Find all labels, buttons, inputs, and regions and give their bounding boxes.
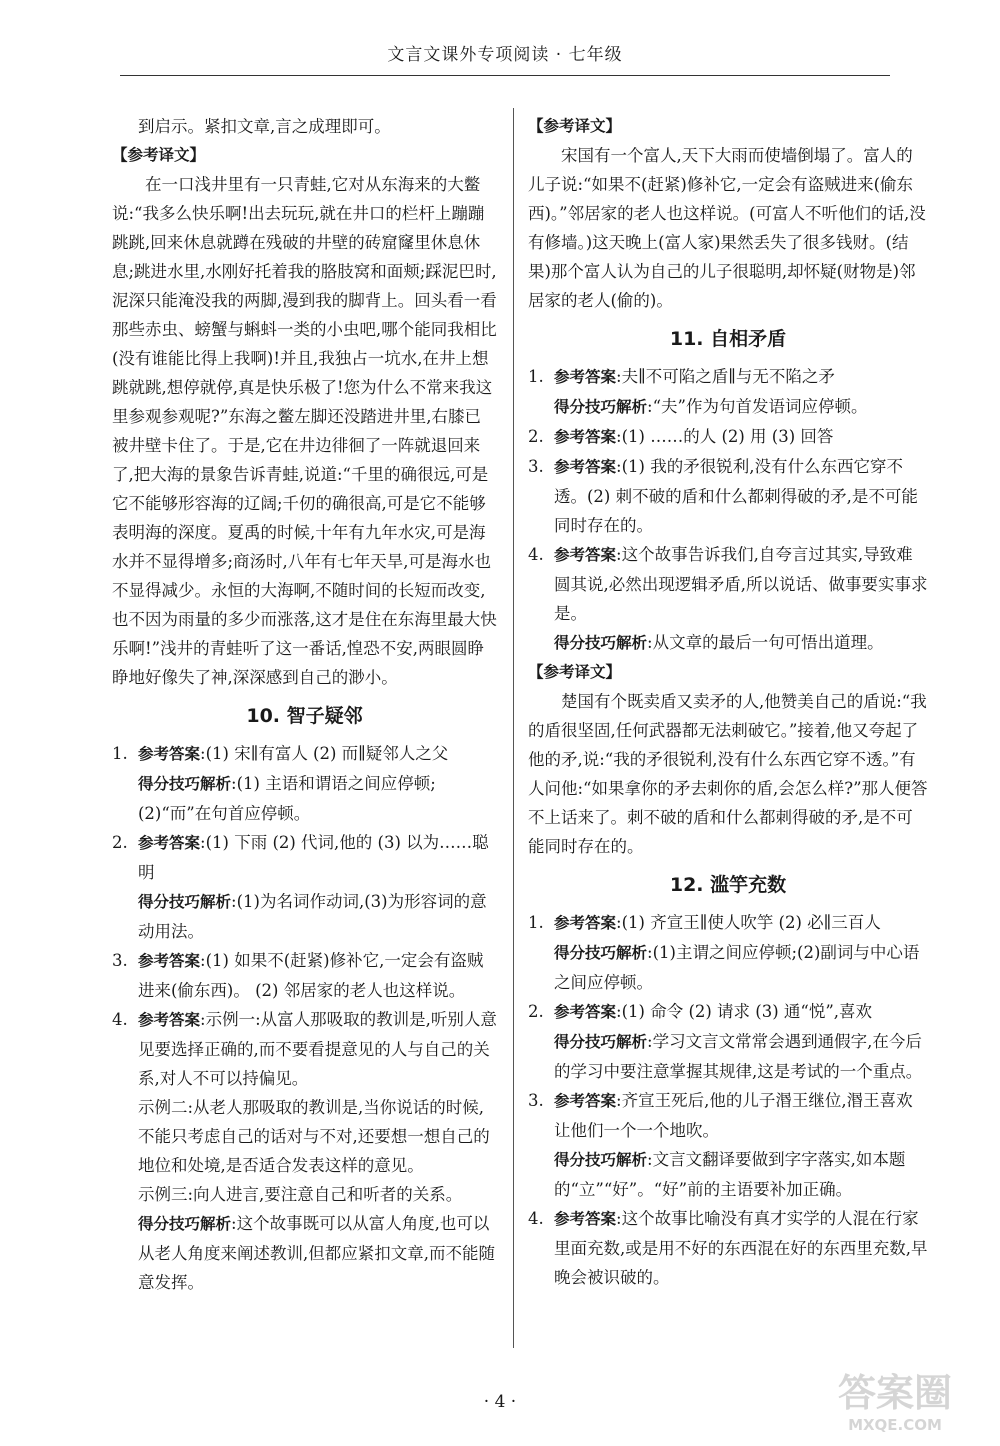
- reference-translation-tag: 【参考译文】: [528, 117, 622, 135]
- question-item: 3. 参考答案:(1) 我的矛很锐利,没有什么东西它穿不透。(2) 刺不破的盾和什么都刺得破的矛,是不可能同时存在的。: [528, 452, 928, 540]
- question-number: 1.: [528, 913, 544, 932]
- answer-text: 夫∥不可陷之盾∥与无不陷之矛: [621, 367, 835, 386]
- intro-line: 到启示。紧扣文章,言之成理即可。: [138, 117, 391, 136]
- answer-text: (1) 命令 (2) 请求 (3) 通“悦”,喜欢: [621, 1002, 873, 1021]
- answer-label: 参考答案: [554, 546, 617, 564]
- question-number: 4.: [528, 545, 544, 564]
- column-divider: [513, 108, 514, 1348]
- tip-text: “夫”作为句首发语词应停顿。: [652, 397, 868, 416]
- answer-text: (1) 宋∥有富人 (2) 而∥疑邻人之父: [205, 744, 449, 763]
- question-number: 1.: [112, 744, 128, 763]
- answer-text: (1) ……的人 (2) 用 (3) 回答: [621, 427, 834, 446]
- page-number: · 4 ·: [483, 1392, 517, 1412]
- question-item: 1. 参考答案:(1) 齐宣王∥使人吹竽 (2) 必∥三百人 得分技巧解析:(1)主谓之间应停顿;(2)副词与中心语之间应停顿。: [528, 908, 928, 997]
- reference-translation-tag: 【参考译文】: [112, 146, 206, 164]
- tip-text: (1) 主语和谓语之间应停顿;(2)“而”在句首应停顿。: [138, 774, 436, 823]
- watermark-subtext: MXQE.COM: [848, 1416, 942, 1434]
- section-title-10: 10. 智子疑邻: [246, 705, 363, 727]
- answer-label: 参考答案: [138, 952, 201, 970]
- section-title-12: 12. 滥竽充数: [669, 874, 787, 896]
- question-item: 4. 参考答案:这个故事比喻没有真才实学的人混在行家里面充数,或是用不好的东西混在好的东西里充数,早晚会被识破的。: [528, 1204, 928, 1292]
- right-column: [528, 112, 928, 1292]
- reference-translation-tag: 【参考译文】: [528, 663, 622, 681]
- question-number: 2.: [112, 833, 128, 852]
- question-item: 4. 参考答案:示例一:从富人那吸取的教训是,听别人意见要选择正确的,而不要看提意见的人与自己的关系,对人不可以持偏见。 示例二:从老人那吸取的教训是,当你说话的时候,不能只考虑自己的话对与不对,还要想一想自己的地位和处境,是否适合发表这样的意见。 示例三:向人进言,要注意自己和听者的关系。 得分技巧解析:这个故事既可以从富人角度,也可以从老人角度来阐述教训,但都应紧扣文章,而不能随意发挥。: [112, 1005, 497, 1297]
- answer-label: 参考答案: [138, 745, 201, 763]
- answer-label: 参考答案: [554, 1003, 617, 1021]
- answer-text: 这个故事告诉我们,自夸言过其实,导致难圆其说,必然出现逻辑矛盾,所以说话、做事要实事求是。: [554, 545, 928, 623]
- reference-translation-text: 在一口浅井里有一只青蛙,它对从东海来的大鳖说:“我多么快乐啊!出去玩玩,就在井口的栏杆上蹦蹦跳跳,回来休息就蹲在残破的井壁的砖窟窿里休息休息;跳进水里,水刚好托着我的胳肢窝和面颊;踩泥巴时,泥深只能淹没我的两脚,漫到我的脚背上。回头看一看那些赤虫、螃蟹与蝌蚪一类的小虫吧,哪个能同我相比(没有谁能比得上我啊)!并且,我独占一坑水,在井上想跳就跳,想停就停,真是快乐极了!您为什么不常来我这里参观参观呢?”东海之鳖左脚还没踏进井里,右膝已被井壁卡住了。于是,它在井边徘徊了一阵就退回来了,把大海的景象告诉青蛙,说道:“千里的确很远,可是它不能够形容海的辽阔;千仞的确很高,可是它不能够表明海的深度。夏禹的时候,十年有九年水灾,可是海水并不显得增多;商汤时,八年有七年天旱,可是海水也不显得减少。永恒的大海啊,不随时间的长短而改变,也不因为雨量的多少而涨落,这才是住在东海里最大快乐啊!”浅井的青蛙听了这一番话,惶恐不安,两眼圆睁睁地好像失了神,深深感到自己的渺小。: [112, 175, 497, 687]
- question-item: 1. 参考答案:(1) 宋∥有富人 (2) 而∥疑邻人之父 得分技巧解析:(1) 主语和谓语之间应停顿;(2)“而”在句首应停顿。: [112, 739, 497, 828]
- question-item: 2. 参考答案:(1) ……的人 (2) 用 (3) 回答: [528, 422, 928, 452]
- tip-text: 从文章的最后一句可悟出道理。: [652, 633, 884, 652]
- tip-text: 这个故事既可以从富人角度,也可以从老人角度来阐述教训,但都应紧扣文章,而不能随意发挥。: [138, 1214, 495, 1292]
- watermark-logo: [820, 1364, 970, 1436]
- question-number: 1.: [528, 367, 544, 386]
- question-number: 2.: [528, 1002, 544, 1021]
- tip-text: 学习文言文常常会遇到通假字,在今后的学习中要注意掌握其规律,这是考试的一个重点。: [554, 1032, 923, 1081]
- answer-text: (1) 齐宣王∥使人吹竽 (2) 必∥三百人: [621, 913, 881, 932]
- tip-label: 得分技巧解析: [138, 893, 232, 911]
- tip-text: 文言文翻译要做到字字落实,如本题的“立”“好”。“好”前的主语要补加正确。: [554, 1150, 906, 1199]
- left-column: [112, 112, 497, 1297]
- question-item: 3. 参考答案:齐宣王死后,他的儿子湣王继位,湣王喜欢让他们一个一个地吹。 得分技巧解析:文言文翻译要做到字字落实,如本题的“立”“好”。“好”前的主语要补加正确。: [528, 1086, 928, 1204]
- question-item: 2. 参考答案:(1) 命令 (2) 请求 (3) 通“悦”,喜欢 得分技巧解析:学习文言文常常会遇到通假字,在今后的学习中要注意掌握其规律,这是考试的一个重点。: [528, 997, 928, 1086]
- question-number: 3.: [528, 1091, 544, 1110]
- question-number: 4.: [528, 1209, 544, 1228]
- answer-text: 这个故事比喻没有真才实学的人混在行家里面充数,或是用不好的东西混在好的东西里充数,早晚会被识破的。: [554, 1209, 928, 1287]
- question-item: 4. 参考答案:这个故事告诉我们,自夸言过其实,导致难圆其说,必然出现逻辑矛盾,所以说话、做事要实事求是。 得分技巧解析:从文章的最后一句可悟出道理。: [528, 540, 928, 658]
- example-three: 示例三:向人进言,要注意自己和听者的关系。: [138, 1185, 463, 1204]
- answer-label: 参考答案: [554, 458, 617, 476]
- answer-label: 参考答案: [554, 1210, 617, 1228]
- tip-label: 得分技巧解析: [554, 1033, 648, 1051]
- example-two: 示例二:从老人那吸取的教训是,当你说话的时候,不能只考虑自己的话对与不对,还要想一想自己的地位和处境,是否适合发表这样的意见。: [138, 1098, 490, 1175]
- page-header: 文言文课外专项阅读 · 七年级: [387, 45, 623, 65]
- section-title-11: 11. 自相矛盾: [669, 328, 787, 350]
- answer-label: 参考答案: [554, 914, 617, 932]
- watermark-text: 答案圈: [837, 1371, 953, 1415]
- answer-text: (1) 我的矛很锐利,没有什么东西它穿不透。(2) 刺不破的盾和什么都刺得破的矛,是不可能同时存在的。: [554, 457, 918, 535]
- question-number: 2.: [528, 427, 544, 446]
- tip-text: (1)主谓之间应停顿;(2)副词与中心语之间应停顿。: [554, 943, 920, 992]
- header-rule: [120, 75, 890, 76]
- answer-label: 参考答案: [138, 1011, 201, 1029]
- reference-translation-text: 宋国有一个富人,天下大雨而使墙倒塌了。富人的儿子说:“如果不(赶紧)修补它,一定会有盗贼进来(偷东西)。”邻居家的老人也这样说。(可富人不听他们的话,没有修墙。)这天晚上(富人家)果然丢失了很多钱财。(结果)那个富人认为自己的儿子很聪明,却怀疑(财物是)邻居家的老人(偷的)。: [528, 146, 926, 310]
- tip-label: 得分技巧解析: [138, 1215, 232, 1233]
- tip-label: 得分技巧解析: [554, 944, 648, 962]
- question-number: 3.: [112, 951, 128, 970]
- question-number: 3.: [528, 457, 544, 476]
- question-number: 4.: [112, 1010, 128, 1029]
- tip-label: 得分技巧解析: [138, 775, 232, 793]
- question-item: 2. 参考答案:(1) 下雨 (2) 代词,他的 (3) 以为……聪明 得分技巧解析:(1)为名词作动词,(3)为形容词的意动用法。: [112, 828, 497, 946]
- answer-label: 参考答案: [554, 428, 617, 446]
- tip-label: 得分技巧解析: [554, 1151, 648, 1169]
- answer-text: 示例一:从富人那吸取的教训是,听别人意见要选择正确的,而不要看提意见的人与自己的关系,对人不可以持偏见。: [138, 1010, 497, 1088]
- answer-text: (1) 下雨 (2) 代词,他的 (3) 以为……聪明: [138, 833, 489, 882]
- tip-label: 得分技巧解析: [554, 634, 648, 652]
- answer-text: (1) 如果不(赶紧)修补它,一定会有盗贼进来(偷东西)。 (2) 邻居家的老人也这样说。: [138, 951, 484, 1000]
- tip-text: (1)为名词作动词,(3)为形容词的意动用法。: [138, 892, 487, 941]
- answer-text: 齐宣王死后,他的儿子湣王继位,湣王喜欢让他们一个一个地吹。: [554, 1091, 913, 1140]
- tip-label: 得分技巧解析: [554, 398, 648, 416]
- question-item: 3. 参考答案:(1) 如果不(赶紧)修补它,一定会有盗贼进来(偷东西)。 (2) 邻居家的老人也这样说。: [112, 946, 497, 1005]
- reference-translation-text: 楚国有个既卖盾又卖矛的人,他赞美自己的盾说:“我的盾很坚固,任何武器都无法刺破它。”接着,他又夸起了他的矛,说:“我的矛很锐利,没有什么东西它穿不透。”有人问他:“如果拿你的矛去刺你的盾,会怎么样?”那人便答不上话来了。刺不破的盾和什么都刺得破的矛,是不可能同时存在的。: [528, 692, 928, 856]
- answer-label: 参考答案: [138, 834, 201, 852]
- answer-label: 参考答案: [554, 368, 617, 386]
- answer-label: 参考答案: [554, 1092, 617, 1110]
- question-item: 1. 参考答案:夫∥不可陷之盾∥与无不陷之矛 得分技巧解析:“夫”作为句首发语词应停顿。: [528, 362, 928, 422]
